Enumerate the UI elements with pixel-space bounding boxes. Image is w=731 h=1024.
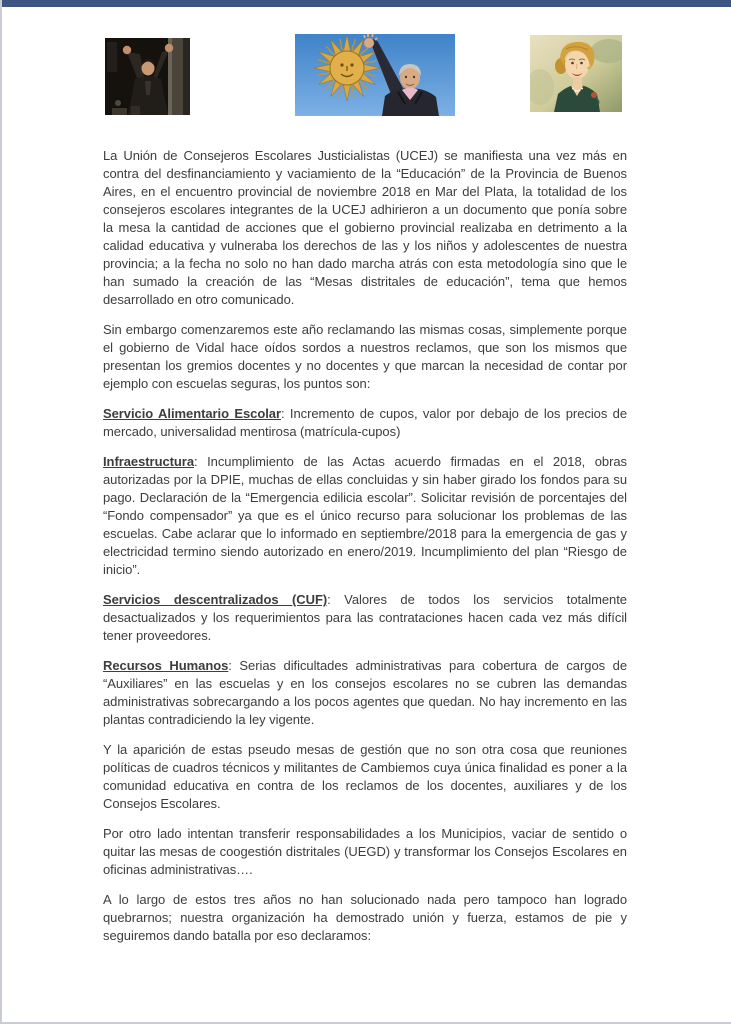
evita-portrait-photo bbox=[530, 35, 622, 112]
paragraph-text: : Serias dificultades administrativas para cobertura de cargos de “Auxiliares” en las escuelas y en los consejos escolares no se cubren las demandas administrativas sobrecargando a los pocos agentes que quedan. No hay incremento en las plantas contradiciendo la ley vigente. bbox=[103, 658, 628, 727]
page-left-edge bbox=[0, 0, 2, 1024]
top-border-bar bbox=[0, 0, 731, 7]
paragraph-heading: Recursos Humanos bbox=[103, 658, 229, 673]
paragraph-text: Sin embargo comenzaremos este año reclamando las mismas cosas, simplemente porque el gobierno de Vidal hace oídos sordos a nuestros reclamos, que son los mismos que presentan los gremios docentes y no docentes y que marcan la necesidad de contar por ejemplo con escuelas seguras, los puntos son: bbox=[103, 322, 627, 391]
kirchner-sun-photo bbox=[295, 34, 455, 116]
peron-photo-illustration bbox=[105, 38, 190, 115]
paragraph-text: Por otro lado intentan transferir responsabilidades a los Municipios, vaciar de sentido o quitar las mesas de coogestión distritales (UEGD) y transformar los Consejos Escolares en oficinas administrativas…. bbox=[103, 826, 627, 877]
paragraph-municipios bbox=[103, 825, 627, 879]
peron-balcony-photo bbox=[105, 38, 190, 115]
paragraph-servicio-alimentario bbox=[103, 405, 627, 441]
paragraph-sin-embargo bbox=[103, 321, 627, 393]
paragraph-servicios-descentralizados bbox=[103, 591, 627, 645]
paragraph-text: : Valores de todos los servicios totalmente desactualizados y los requerimientos para las contrataciones hacen cada vez más difícil tener proveedores. bbox=[103, 592, 627, 643]
paragraph-heading: Infraestructura bbox=[103, 454, 194, 469]
paragraph-text: : Incremento de cupos, valor por debajo de los precios de mercado, universalidad mentirosa (matrícula-cupos) bbox=[103, 406, 628, 439]
paragraph-text: Y la aparición de estas pseudo mesas de gestión que no son otra cosa que reuniones políticas de cuadros técnicos y militantes de Cambiemos cuya única finalidad es poner a la comunidad educativa en contra de los reclamos de los docentes, auxiliares y de los Consejos Escolares. bbox=[103, 742, 627, 811]
paragraph-text: A lo largo de estos tres años no han solucionado nada pero tampoco han logrado quebrarnos; nuestra organización ha demostrado unión y fuerza, estamos de pie y seguiremos dando batalla por eso declaramos: bbox=[103, 892, 627, 943]
paragraph-pseudo-mesas bbox=[103, 741, 627, 813]
paragraph-infraestructura bbox=[103, 453, 627, 579]
paragraph-recursos-humanos bbox=[103, 657, 627, 729]
paragraph-intro bbox=[103, 147, 627, 309]
paragraph-text: : Incumplimiento de las Actas acuerdo firmadas en el 2018, obras autorizadas por la DPIE, muchas de ellas concluidas y sin haber girado los fondos para su pago. Declaración de la “Emergencia edilicia escolar”. Solicitar revisión de porcentajes del “Fondo compensador” ya que es el único recurso para solucionar los problemas de las escuelas. Cabe aclarar que lo informado en septiembre/2018 para la emergencia de gas y electricidad termino siendo autorizado en enero/2019. Incumplimiento del plan “Riesgo de inicio”. bbox=[103, 454, 627, 577]
document-body bbox=[103, 147, 627, 957]
paragraph-heading: Servicios descentralizados (CUF) bbox=[103, 592, 328, 607]
paragraph-text: La Unión de Consejeros Escolares Justicialistas (UCEJ) se manifiesta una vez más en contra del desfinanciamiento y vaciamiento de la “Educación” de la Provincia de Buenos Aires, en el encuentro provincial de noviembre 2018 en Mar del Plata, la totalidad de los consejeros escolares integrantes de la UCEJ adhirieron a un documento que ponía sobre la mesa la cantidad de acciones que el gobierno provincial realizaba en detrimento a la calidad educativa y vulneraba los derechos de las y los niños y adolescentes de nuestra provincia; a la fecha no solo no han dado marcha atrás con esta metodología sino que le han sumado la creación de las “Mesas distritales de educación”, tema que hemos desarrollado en otro comunicado. bbox=[103, 148, 627, 307]
paragraph-heading: Servicio Alimentario Escolar bbox=[103, 406, 281, 421]
paragraph-cierre bbox=[103, 891, 627, 945]
kirchner-photo-illustration bbox=[295, 34, 455, 116]
evita-photo-illustration bbox=[530, 35, 622, 112]
